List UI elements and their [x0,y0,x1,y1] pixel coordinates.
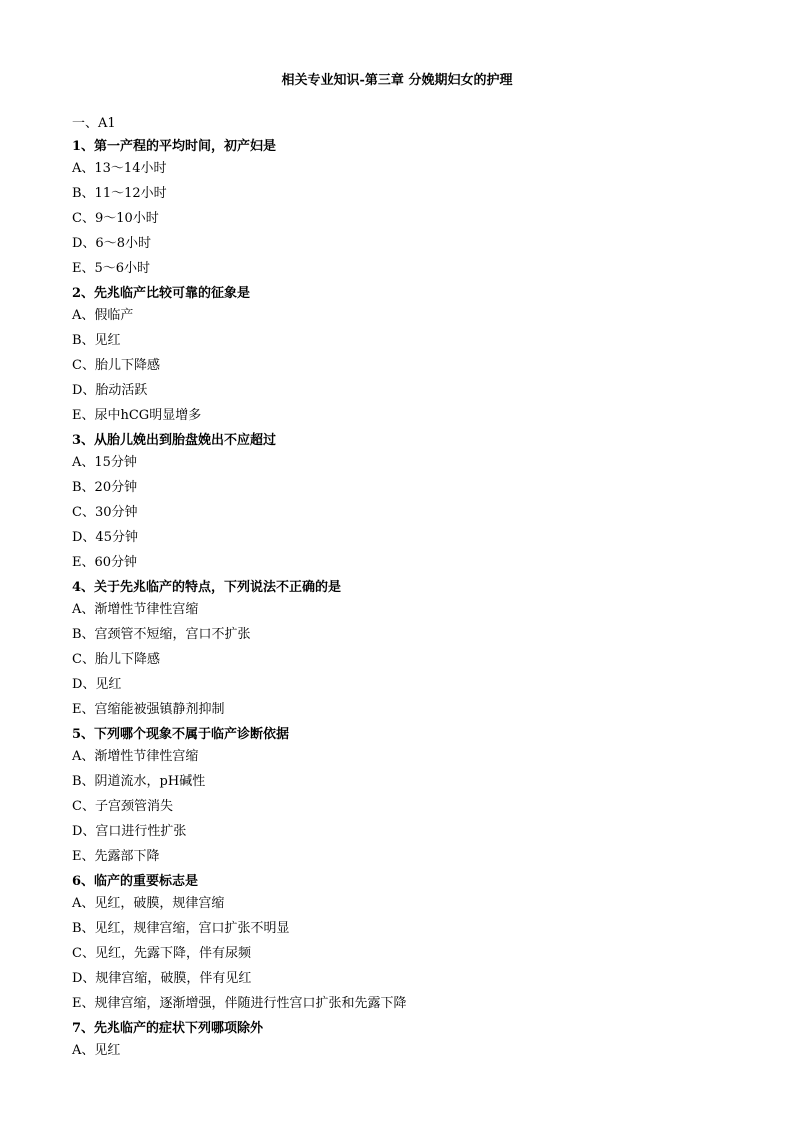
option-e: E、规律宫缩，逐渐增强，伴随进行性宫口扩张和先露下降 [72,996,407,1011]
option-b: B、11～12小时 [72,186,167,201]
option-c: C、9～10小时 [72,211,159,226]
option-d: D、6～8小时 [72,236,151,251]
option-d: D、45分钟 [72,530,138,545]
question-5 [72,726,732,873]
option-b: B、见红 [72,333,121,348]
option-d: D、规律宫缩，破膜，伴有见红 [72,971,252,986]
option-e: E、先露部下降 [72,849,160,864]
option-a: A、13～14小时 [72,161,167,176]
option-c: C、胎儿下降感 [72,652,160,667]
option-d: D、胎动活跃 [72,383,148,398]
option-e: E、60分钟 [72,555,138,570]
option-b: B、宫颈管不短缩，宫口不扩张 [72,627,251,642]
question-title: 5、下列哪个现象不属于临产诊断依据 [72,727,290,742]
option-e: E、宫缩能被强镇静剂抑制 [72,702,225,717]
question-title: 7、先兆临产的症状下列哪项除外 [72,1021,264,1036]
option-d: D、见红 [72,677,122,692]
option-c: C、子宫颈管消失 [72,799,173,814]
question-list [72,138,732,1067]
option-a: A、见红，破膜，规律宫缩 [72,896,225,911]
section-heading: 一、A1 [72,116,116,131]
option-a: A、渐增性节律性宫缩 [72,749,199,764]
option-e: E、5～6小时 [72,261,151,276]
question-6 [72,873,732,1020]
option-b: B、阴道流水，pH碱性 [72,774,206,789]
option-b: B、见红，规律宫缩，宫口扩张不明显 [72,921,290,936]
option-d: D、宫口进行性扩张 [72,824,187,839]
document-title: 相关专业知识-第三章 分娩期妇女的护理 [281,73,513,88]
option-b: B、20分钟 [72,480,138,495]
question-2 [72,285,732,432]
option-a: A、15分钟 [72,455,137,470]
option-c: C、30分钟 [72,505,138,520]
option-a: A、渐增性节律性宫缩 [72,602,199,617]
option-c: C、见红，先露下降，伴有尿频 [72,946,251,961]
option-e: E、尿中hCG明显增多 [72,408,202,423]
option-a: A、假临产 [72,308,134,323]
question-title: 1、第一产程的平均时间，初产妇是 [72,139,277,154]
question-title: 3、从胎儿娩出到胎盘娩出不应超过 [72,433,277,448]
question-title: 6、临产的重要标志是 [72,874,199,889]
question-4 [72,579,732,726]
option-c: C、胎儿下降感 [72,358,160,373]
question-7 [72,1020,732,1067]
option-a: A、见红 [72,1043,121,1058]
question-3 [72,432,732,579]
question-1 [72,138,732,285]
question-title: 2、先兆临产比较可靠的征象是 [72,286,251,301]
question-title: 4、关于先兆临产的特点，下列说法不正确的是 [72,580,342,595]
